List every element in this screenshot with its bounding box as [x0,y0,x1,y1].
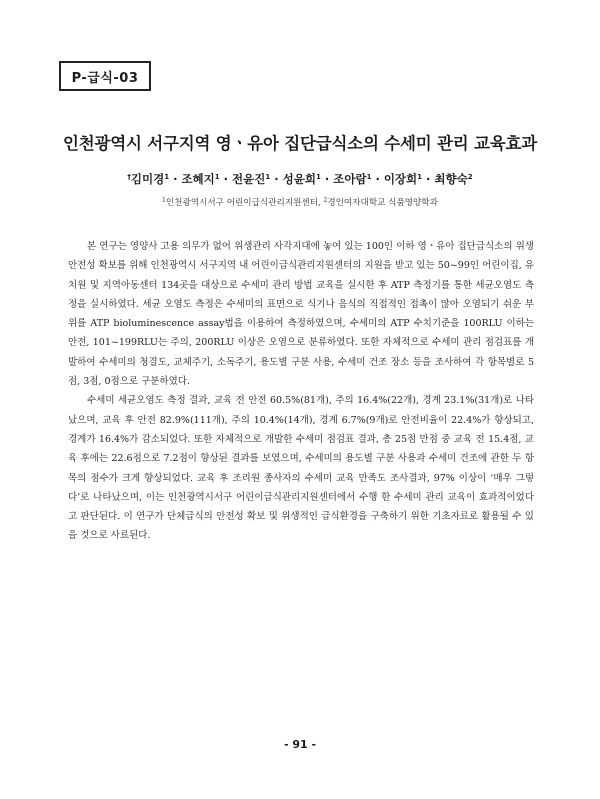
author-separator: · [422,172,435,186]
author-affiliation-number: 2 [467,173,473,181]
affiliation-name: 경인여자대학교 식품영양학과 [327,198,438,208]
author-list [40,171,560,187]
corresponding-author-mark: † [127,173,131,181]
author-affiliation-number: 1 [366,173,372,181]
author-name: 조혜지 [181,172,215,186]
author-name: 전윤진 [232,172,266,186]
author-separator: · [320,172,334,186]
page-number: - 91 - [283,738,317,751]
author-affiliation-number: 1 [164,173,170,181]
author-name: 최향숙 [434,172,468,186]
affiliation-number: 2 [323,197,328,204]
author-name: 성윤희 [282,172,316,186]
author-affiliation-number: 1 [417,173,423,181]
author-affiliation-number: 1 [214,173,220,181]
author-separator: · [371,172,384,186]
affiliation-name: 인천광역시서구 어린이급식관리지원센터, [165,198,324,208]
author-name: 조아람 [333,172,367,186]
author-affiliation-number: 1 [265,173,271,181]
author-name: 김미경 [130,172,165,186]
affiliation-number: 1 [162,197,166,204]
abstract-paragraph: 수세미 세균오염도 측정 결과, 교육 전 안전 60.5%(81개), 주의 16.4%(22개), 경계 23.1%(31개)로 나타났으며, 교육 후 안전 82.9%(111개), 주의 10.4%(14개), 경계 6.7%(9개)로 안전비율이 22.4%가 향상되고, 경계가 16.4%가 감소되었다. 또한 자체적으로 개발한 수세미 점검표 결과, 총 25점 만점 중 교육 전 15.4점, 교육 후에는 22.6점으로 7.2점이 향상된 결과를 보였으며, 수세미의 용도별 구분 사용과 수세미 건조에 관한 두 항목의 점수가 크게 향상되었다. 교육 후 조리원 종사자의 수세미 교육 만족도 조사결과, 97% 이상이 ‘매우 그렇다’로 나타났으며, 이는 인천광역시서구 어린이급식관리지원센터에서 수행 한 수세미 관리 교육이 효과적이었다고 판단된다. 이 연구가 단체급식의 안전성 확보 및 위생적인 급식환경을 구축하기 위한 기초자료로 활용될 수 있을 것으로 사료된다. [68,395,534,542]
author-affiliation-number: 1 [315,173,321,181]
session-code-label: P-급식-03 [59,61,151,91]
abstract-paragraph: 본 연구는 영양사 고용 의무가 없어 위생관리 사각지대에 놓여 있는 100인 이하 영ㆍ유아 집단급식소의 위생안전성 확보를 위해 인천광역시 서구지역 내 어린이급식관리지원센터의 지원을 받고 있는 50~99인 어린이집, 유치원 및 지역아동센터 134곳을 대상으로 수세미 관리 방법 교육을 실시한 후 ATP 측정기를 통한 세균오염도 측정을 실시하였다. 세균 오염도 측정은 수세미의 표면으로 식기나 음식의 직접적인 접촉이 많아 오염되기 쉬운 부위를 ATP bioluminescence assay법을 이용하여 측정하였으며, 수세미의 ATP 수치기준을 100RLU 이하는 안전, 101~199RLU는 주의, 200RLU 이상은 오염으로 분류하였다. 또한 자체적으로 수세미 관리 점검표를 개발하여 수세미의 청결도, 교체주기, 소독주기, 용도별 구분 사용, 수세미 건조 장소 등을 조사하여 각 항목별로 5점, 3점, 0점으로 구분하였다. [68,241,535,388]
author-separator: · [219,172,233,186]
paper-title: 인천광역시 서구지역 영ㆍ유아 집단급식소의 수세미 관리 교육효과 [63,134,537,153]
author-name: 이장희 [383,172,418,186]
author-separator: · [169,172,182,186]
abstract-body [68,237,534,546]
author-separator: · [270,172,283,186]
affiliation-line [40,196,560,208]
